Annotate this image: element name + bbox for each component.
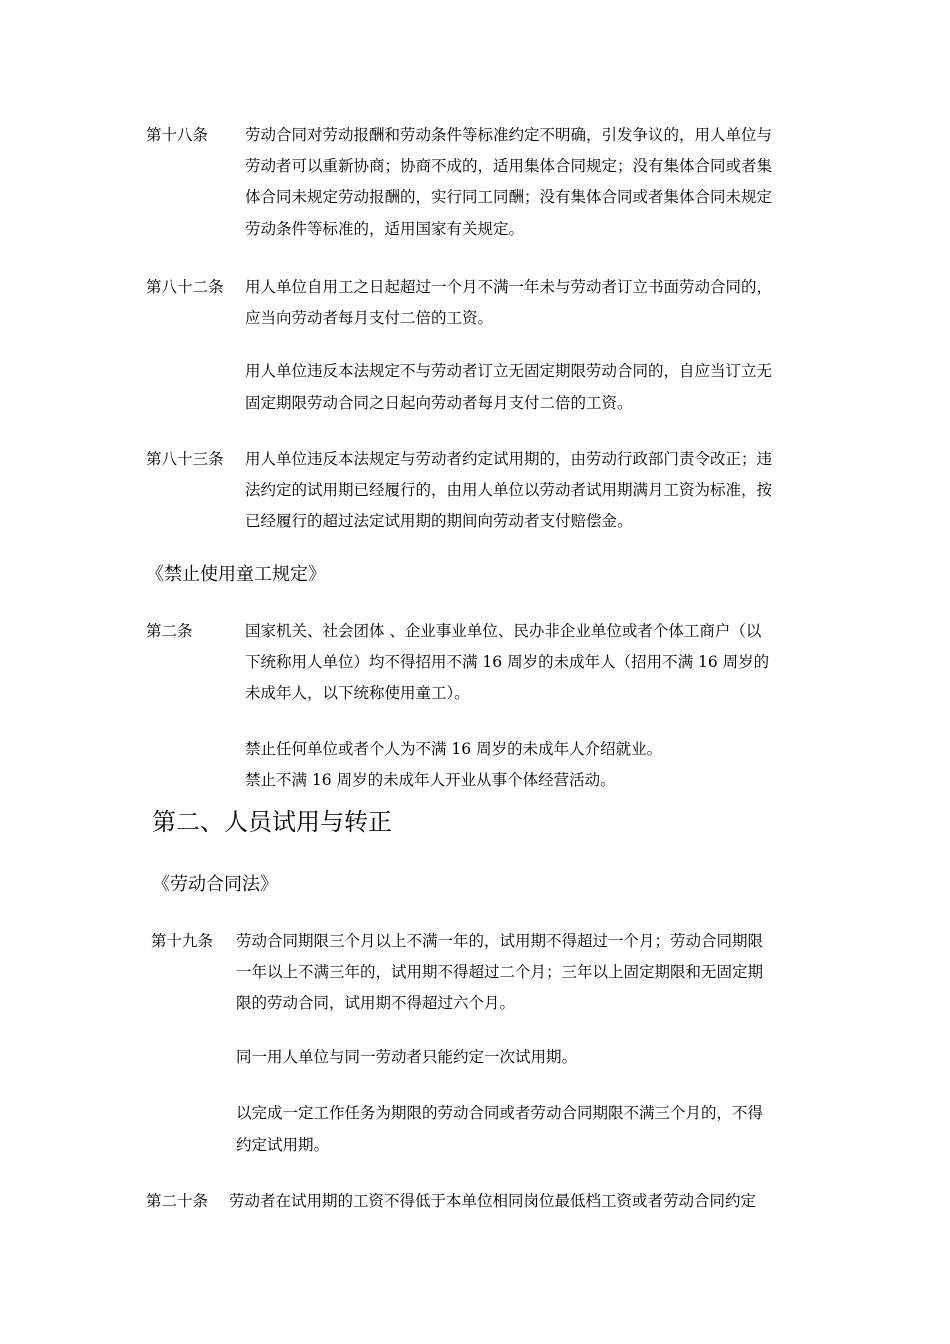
article-text-line: 应当向劳动者每月支付二倍的工资。 <box>245 309 494 327</box>
article-text-line: 国家机关、社会团体 、企业事业单位、民办非企业单位或者个体工商户（以 <box>245 622 762 640</box>
article-label: 第八十三条 <box>146 450 224 468</box>
article-label: 第二条 <box>146 622 193 640</box>
article-text-line: 用人单位违反本法规定与劳动者约定试用期的，由劳动行政部门责令改正；违 <box>245 450 773 468</box>
article-text-line: 一年以上不满三年的，试用期不得超过二个月；三年以上固定期限和无固定期 <box>236 963 764 981</box>
article-text-line: 下统称用人单位）均不得招用不满 16 周岁的未成年人（招用不满 16 周岁的 <box>245 653 770 671</box>
article-text-line: 固定期限劳动合同之日起向劳动者每月支付二倍的工资。 <box>245 394 633 412</box>
article-text-line: 用人单位自用工之日起超过一个月不满一年未与劳动者订立书面劳动合同的， <box>245 278 773 296</box>
article-text-line: 劳动合同对劳动报酬和劳动条件等标准约定不明确，引发争议的，用人单位与 <box>245 126 773 144</box>
article-text-line: 禁止不满 16 周岁的未成年人开业从事个体经营活动。 <box>245 771 616 789</box>
article-text-line: 同一用人单位与同一劳动者只能约定一次试用期。 <box>236 1048 578 1066</box>
article-text-line: 体合同未规定劳动报酬的，实行同工同酬；没有集体合同或者集体合同未规定 <box>245 188 773 206</box>
article-label: 第二十条 <box>146 1192 209 1210</box>
article-text-line: 已经履行的超过法定试用期的期间向劳动者支付赔偿金。 <box>245 512 633 530</box>
article-text-line: 劳动合同期限三个月以上不满一年的，试用期不得超过一个月；劳动合同期限 <box>236 932 764 950</box>
article-text-line: 限的劳动合同，试用期不得超过六个月。 <box>236 994 516 1012</box>
article-text-line: 劳动者在试用期的工资不得低于本单位相同岗位最低档工资或者劳动合同约定 <box>229 1192 757 1210</box>
article-text-line: 以完成一定工作任务为期限的劳动合同或者劳动合同期限不满三个月的，不得 <box>236 1104 764 1122</box>
article-label: 第八十二条 <box>146 278 224 296</box>
article-text-line: 劳动者可以重新协商；协商不成的，适用集体合同规定；没有集体合同或者集 <box>245 157 773 175</box>
law-title: 《禁止使用童工规定》 <box>146 564 326 585</box>
article-label: 第十八条 <box>146 126 209 144</box>
article-text-line: 未成年人，以下统称使用童工）。 <box>245 684 470 702</box>
article-label: 第十九条 <box>151 932 214 950</box>
article-text-line: 用人单位违反本法规定不与劳动者订立无固定期限劳动合同的，自应当订立无 <box>245 362 773 380</box>
law-title: 《劳动合同法》 <box>152 874 278 895</box>
article-text-line: 约定试用期。 <box>236 1136 330 1154</box>
article-text-line: 禁止任何单位或者个人为不满 16 周岁的未成年人介绍就业。 <box>245 740 663 758</box>
section-heading: 第二、人员试用与转正 <box>152 808 392 836</box>
article-text-line: 法约定的试用期已经履行的，由用人单位以劳动者试用期满月工资为标准，按 <box>245 481 773 499</box>
article-text-line: 劳动条件等标准的，适用国家有关规定。 <box>245 220 525 238</box>
